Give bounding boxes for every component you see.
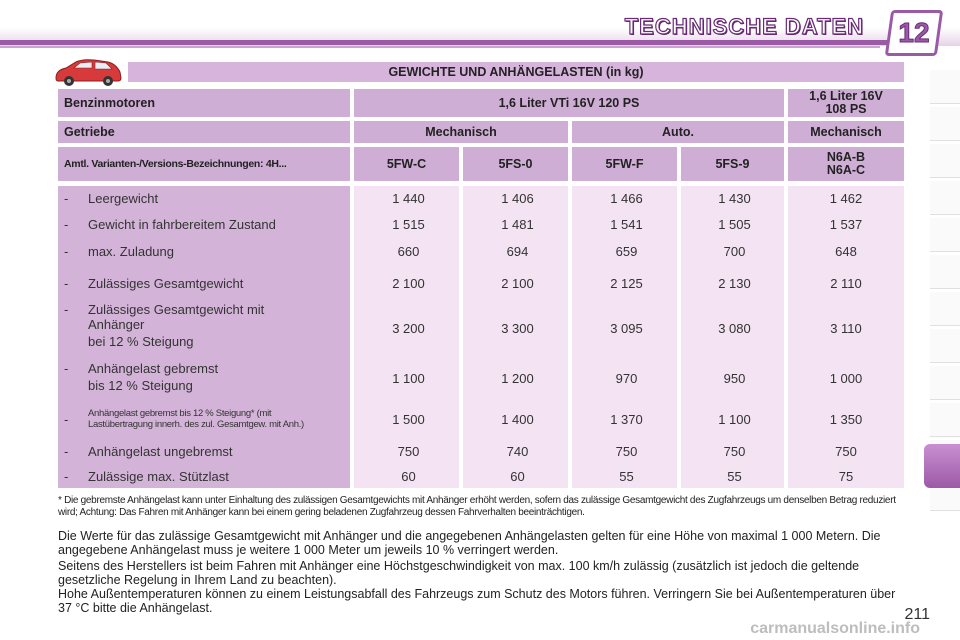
engine-b-line1: 1,6 Liter 16V	[809, 89, 883, 103]
row-dash: -	[64, 361, 69, 376]
row-dash: -	[64, 216, 69, 232]
variant-5-line1: N6A-B	[826, 150, 866, 164]
row-value: 3 110	[830, 320, 862, 336]
transmission-label: Getriebe	[58, 121, 350, 143]
row-value: 750	[835, 443, 857, 459]
variant-1: 5FW-C	[354, 147, 459, 181]
chapter-tab[interactable]	[930, 181, 960, 215]
chapter-tab[interactable]	[930, 366, 960, 400]
table-row	[58, 440, 904, 462]
header-rule-secondary	[0, 46, 880, 48]
transmission-row	[58, 121, 904, 143]
row-value: 750	[615, 443, 638, 459]
row-value: 1 440	[392, 190, 425, 206]
row-value: 750	[397, 443, 420, 459]
section-title: GEWICHTE UND ANHÄNGELASTEN (in kg)	[128, 62, 904, 82]
variant-2: 5FS-0	[463, 147, 568, 181]
row-value: 1 406	[501, 190, 534, 206]
row-dash: -	[64, 411, 69, 427]
row-value: 648	[835, 243, 857, 259]
row-value: 3 080	[718, 320, 751, 336]
row-value: 1 430	[718, 190, 751, 206]
table-row	[58, 212, 904, 236]
row-value: 1 100	[718, 411, 751, 427]
watermark: carmanualsonline.info	[750, 620, 920, 637]
row-value: 3 300	[501, 320, 534, 336]
table-row	[58, 186, 904, 210]
row-value: 950	[723, 370, 746, 386]
row-value: 1 515	[392, 216, 425, 232]
row-value: 55	[619, 468, 634, 484]
chapter-tab[interactable]	[930, 144, 960, 178]
chapter-tab[interactable]	[930, 403, 960, 437]
header-rule	[0, 40, 890, 45]
row-value: 750	[723, 443, 746, 459]
table-row	[58, 465, 904, 487]
footnote: * Die gebremste Anhängelast kann unter Einhaltung des zulässigen Gesamtgewichts mit Anhänger erhöht werden, sofern das zulässige Gesamtgewicht des Zugfahrzeugs um denselben Betrag reduziert wird; Achtung: Das Fahren mit Anhänger kann bei einem gering beladenen Zugfahrzeug dessen Fahrverhalten beeinträchtigen.	[58, 495, 896, 518]
paragraph-speed: Seitens des Herstellers ist beim Fahren mit Anhänger eine Höchstgeschwindigkeit von max. 100 km/h zulässig (zusätzlich ist jedoch die geltende gesetzliche Regelung in Ihrem Land zu beachten).	[58, 559, 860, 587]
row-value: 1 537	[829, 216, 863, 232]
chapter-badge	[885, 10, 943, 56]
row-value: 1 400	[501, 411, 534, 427]
table-row	[58, 404, 904, 434]
variant-row	[58, 147, 904, 181]
row-value: 2 110	[830, 275, 862, 291]
transmission-b: Auto.	[572, 121, 784, 143]
row-value: 660	[397, 243, 420, 259]
row-dash: -	[64, 302, 69, 317]
row-label: Gewicht in fahrbereitem Zustand	[88, 216, 276, 232]
engine-row	[58, 89, 904, 117]
row-value: 2 125	[610, 275, 643, 291]
row-value: 700	[723, 243, 746, 259]
row-value: 694	[506, 243, 529, 259]
transmission-c: Mechanisch	[788, 121, 904, 143]
row-value: 3 095	[610, 320, 643, 336]
table-row	[58, 271, 904, 295]
row-label: Zulässiges Gesamtgewicht	[88, 275, 244, 291]
car-icon	[52, 58, 124, 88]
row-value: 1 350	[829, 411, 863, 427]
table-row	[58, 361, 904, 395]
row-value: 3 200	[392, 320, 425, 336]
variant-5-line2: N6A-C	[826, 163, 866, 177]
row-value: 55	[727, 468, 742, 484]
table-row	[58, 239, 904, 263]
chapter-tab[interactable]	[930, 329, 960, 363]
row-value: 2 100	[392, 275, 425, 291]
row-value: 1 100	[392, 370, 425, 386]
row-value: 1 200	[501, 370, 534, 386]
row-dash: -	[64, 275, 69, 291]
row-label: max. Zuladung	[88, 243, 174, 259]
engine-b	[788, 89, 904, 117]
variant-5	[788, 147, 904, 181]
page-number: 211	[904, 606, 930, 623]
chapter-tab[interactable]	[930, 255, 960, 289]
chapter-tabs	[930, 70, 960, 570]
engine-a: 1,6 Liter VTi 16V 120 PS	[354, 89, 784, 117]
row-value: 1 505	[718, 216, 751, 232]
chapter-number: 12	[898, 17, 930, 48]
paragraph-temperature: Hohe Außentemperaturen können zu einem Leistungsabfall des Fahrzeugs zum Schutz des Motors führen. Verringern Sie bei Außentemperaturen über 37 °C bitte die Anhängelast.	[58, 587, 896, 615]
row-value: 1 466	[610, 190, 643, 206]
engine-b-line2: 108 PS	[825, 102, 867, 116]
row-value: 1 481	[501, 216, 534, 232]
row-value: 60	[510, 468, 525, 484]
row-label: Zulässige max. Stützlast	[88, 468, 229, 484]
row-value: 740	[506, 443, 529, 459]
row-value: 60	[401, 468, 416, 484]
page-title: TECHNISCHE DATEN	[624, 14, 864, 39]
row-value: 1 541	[610, 216, 643, 232]
row-label: Anhängelast gebremst bis 12 % Steigung* (mit Lastübertragung innerh. des zul. Gesamtgew. mit Anh.)	[88, 408, 304, 430]
row-label-secondary: bei 12 % Steigung	[88, 334, 194, 349]
row-value: 1 000	[829, 370, 863, 386]
row-label: Anhängelast ungebremst	[88, 443, 233, 459]
row-label: Zulässiges Gesamtgewicht mit Anhänger	[88, 302, 265, 332]
row-value: 1 462	[829, 190, 863, 206]
row-dash: -	[64, 190, 69, 206]
table-row	[58, 302, 904, 354]
row-dash: -	[64, 468, 69, 484]
engine-label: Benzinmotoren	[58, 89, 350, 117]
row-value: 1 500	[392, 411, 425, 427]
chapter-tab-active[interactable]	[924, 444, 960, 488]
row-label-secondary: bis 12 % Steigung	[88, 378, 193, 393]
paragraph-altitude: Die Werte für das zulässige Gesamtgewicht mit Anhänger und die angegebenen Anhängelasten gelten für eine Höhe von maximal 1 000 Metern. Die angegebene Anhängelast muss je weitere 1 000 Meter um jeweils 10 % verringert werden.	[58, 529, 881, 557]
variant-3: 5FW-F	[572, 147, 677, 181]
row-value: 970	[615, 370, 638, 386]
row-value: 659	[615, 243, 638, 259]
row-value: 1 370	[610, 411, 643, 427]
variant-4: 5FS-9	[681, 147, 784, 181]
chapter-tab[interactable]	[930, 218, 960, 252]
chapter-tab[interactable]	[930, 107, 960, 141]
transmission-a: Mechanisch	[354, 121, 568, 143]
row-dash: -	[64, 443, 69, 459]
row-dash: -	[64, 243, 69, 259]
row-label: Anhängelast gebremst	[88, 361, 219, 376]
row-value: 2 130	[718, 275, 751, 291]
row-value: 2 100	[501, 275, 534, 291]
row-label: Leergewicht	[88, 190, 159, 206]
variant-label: Amtl. Varianten-/Versions-Bezeichnungen: 4H...	[58, 147, 350, 181]
chapter-tab[interactable]	[930, 292, 960, 326]
chapter-tab[interactable]	[930, 70, 960, 104]
row-value: 75	[838, 468, 854, 484]
